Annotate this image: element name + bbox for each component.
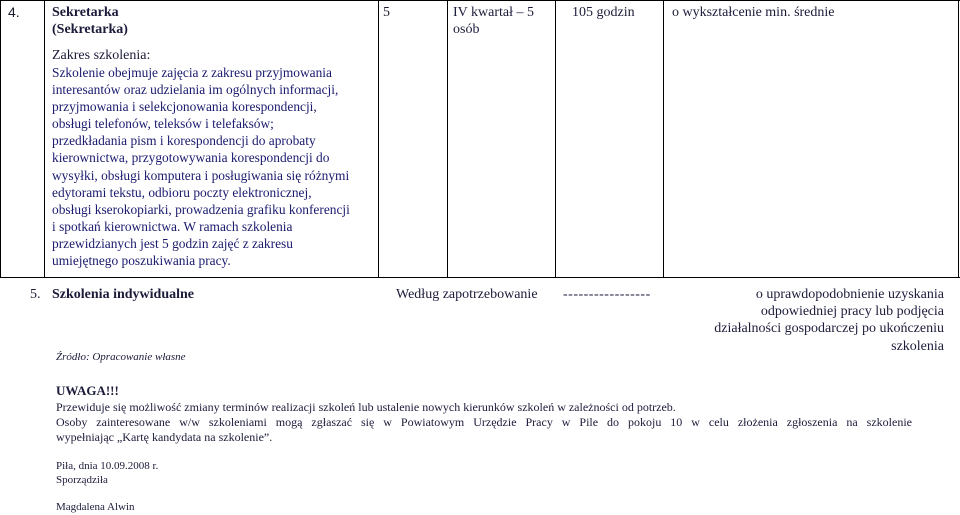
course-name: Szkolenia indywidualne: [52, 287, 194, 302]
table-col-divider-1: [44, 0, 45, 278]
row-number: 5.: [30, 287, 41, 302]
note-title: UWAGA!!!: [56, 383, 119, 398]
term-persons-unit: osób: [453, 22, 480, 37]
scope-heading: Zakres szkolenia:: [52, 48, 151, 63]
place-date: Piła, dnia 10.09.2008 r.: [56, 460, 159, 472]
course-hours: 105 godzin: [572, 5, 635, 20]
course-name-main: Sekretarka: [52, 5, 119, 20]
term-quarter: IV kwartał: [453, 5, 513, 20]
prepared-by-label: Sporządziła: [56, 474, 108, 486]
source-note: Źródło: Opracowanie własne: [56, 351, 186, 363]
table-top-border: [0, 0, 960, 1]
term-persons: 5: [527, 5, 534, 20]
note-line: wypełniając „Kartę kandydata na szkolenie”.: [56, 430, 273, 444]
course-name-alt: (Sekretarka): [52, 22, 128, 37]
course-name: [52, 4, 128, 38]
note-line: Przewiduje się możliwość zmiany terminów realizacji szkoleń lub ustalenie nowych kierunków szkoleń w zależności od potrzeb.: [56, 400, 676, 414]
table-right-border: [958, 0, 959, 278]
course-hours: -----------------: [563, 287, 651, 302]
table-row-divider: [0, 277, 960, 278]
table-col-divider-3: [447, 0, 448, 278]
course-term: Według zapotrzebowanie: [396, 287, 538, 302]
course-requirement: o wykształcenie min. średnie: [672, 5, 835, 20]
table-col-divider-4: [555, 0, 556, 278]
table-col-divider-2: [378, 0, 379, 278]
table-col-divider-5: [663, 0, 664, 278]
author-name: Magdalena Alwin: [56, 501, 135, 513]
row-number: 4.: [8, 4, 20, 20]
participant-count: 5: [383, 5, 390, 20]
scope-description: Szkolenie obejmuje zajęcia z zakresu przyjmowania interesantów oraz udzielania im ogólnych informacji, przyjmowania i selekcjonowania korespondencji, obsługi telefonów, teleksów i telefaksów; przedkładania pism i korespondencji do aprobaty kierownictwa, przygotowywania korespondencji do wysyłki, obsługi komputera i posługiwania się różnymi edytorami tekstu, odbioru poczty elektronicznej, obsługi kserokopiarki, prowadzenia grafiku konferencji i spotkań kierownictwa. W ramach szkolenia przewidzianych jest 5 godzin zajęć z zakresu umiejętnego poszukiwania pracy.: [52, 65, 350, 269]
note-line: Osoby zainteresowane w/w szkoleniami mogą zgłaszać się w Powiatowym Urzędzie Pracy w Pile do pokoju 10 w celu złożenia zgłoszenia na szkolenie: [56, 415, 912, 429]
table-left-border: [0, 0, 1, 278]
course-term: IV kwartał – 5 osób: [453, 5, 534, 37]
course-requirement: o uprawdopodobnienie uzyskania odpowiedniej pracy lub podjęcia działalności gospodarczej po ukończeniu szkolenia: [714, 287, 944, 354]
